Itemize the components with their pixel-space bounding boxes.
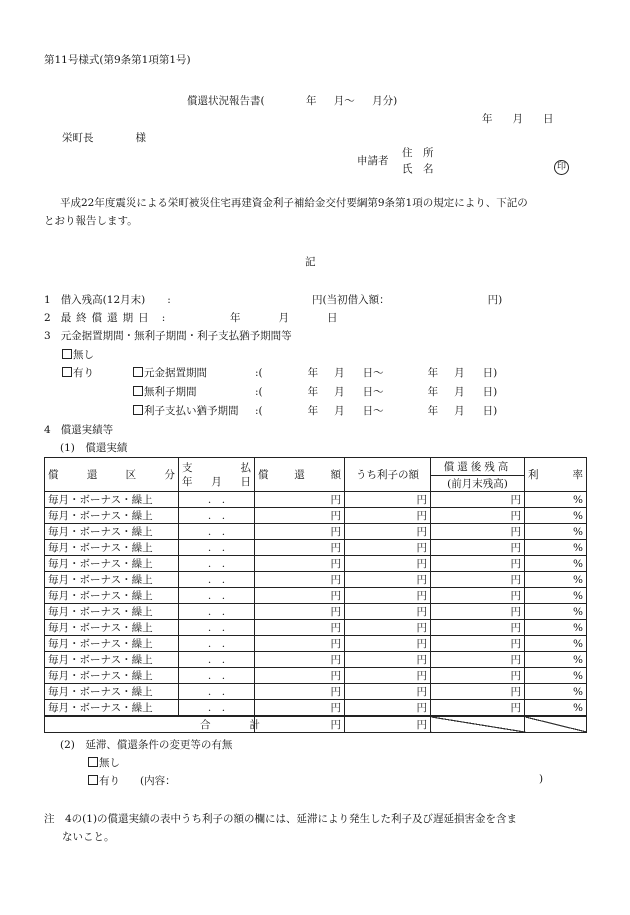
cell-interest: 円 bbox=[345, 492, 431, 508]
checkbox-none[interactable] bbox=[62, 349, 72, 359]
seal-mark bbox=[554, 160, 569, 175]
cell-interest: 円 bbox=[345, 604, 431, 620]
item-3-label: 元金据置期間・無利子期間・利子支払猶予期間等 bbox=[60, 330, 292, 342]
checkbox-interest-free[interactable] bbox=[133, 386, 143, 396]
cell-date: . . bbox=[179, 700, 255, 717]
cell-interest: 円 bbox=[345, 668, 431, 684]
cell-date: . . bbox=[179, 572, 255, 588]
h-char: 日 bbox=[240, 475, 251, 488]
header-rate bbox=[525, 458, 587, 492]
period-m1: 月 bbox=[334, 405, 345, 417]
period-m1: 月 bbox=[334, 386, 345, 398]
table-row bbox=[45, 508, 587, 524]
cell-date: . . bbox=[179, 588, 255, 604]
cell-date: . . bbox=[179, 604, 255, 620]
applicant-name-label: 氏 名 bbox=[402, 163, 434, 175]
cell-rate: % bbox=[525, 524, 587, 540]
cell-amount: 円 bbox=[255, 588, 345, 604]
period-d1: 日〜 bbox=[362, 405, 384, 417]
cell-rate: % bbox=[525, 700, 587, 717]
item-2-date bbox=[230, 310, 338, 325]
none-label: 無し bbox=[99, 757, 120, 769]
table-row bbox=[45, 572, 587, 588]
item-2-year: 年 bbox=[230, 312, 241, 324]
cell-kubun: 毎月・ボーナス・繰上 bbox=[45, 668, 179, 684]
cell-total-rate-blank bbox=[525, 716, 587, 733]
cell-kubun: 毎月・ボーナス・繰上 bbox=[45, 652, 179, 668]
cell-kubun: 毎月・ボーナス・繰上 bbox=[45, 700, 179, 717]
cell-rate: % bbox=[525, 540, 587, 556]
cell-balance: 円 bbox=[431, 636, 525, 652]
table-row bbox=[45, 524, 587, 540]
cell-interest: 円 bbox=[345, 700, 431, 717]
item-4-sub2: (2) 延滞、償還条件の変更等の有無 bbox=[60, 739, 233, 751]
period-colon: :( bbox=[255, 386, 263, 398]
period-d2: 日) bbox=[482, 405, 498, 417]
cell-amount: 円 bbox=[255, 604, 345, 620]
item-4-sub1: (1) 償還実績 bbox=[60, 442, 128, 454]
h-char: 還 bbox=[86, 469, 98, 481]
table-row bbox=[45, 604, 587, 620]
cell-date: . . bbox=[179, 556, 255, 572]
h-char: 分 bbox=[164, 469, 175, 481]
h-char: 償 bbox=[48, 469, 59, 481]
cell-kubun: 毎月・ボーナス・繰上 bbox=[45, 588, 179, 604]
period-d2: 日) bbox=[482, 386, 498, 398]
cell-interest: 円 bbox=[345, 684, 431, 700]
cell-rate: % bbox=[525, 508, 587, 524]
cell-rate: % bbox=[525, 620, 587, 636]
period-dates bbox=[255, 365, 497, 380]
cell-balance: 円 bbox=[431, 524, 525, 540]
cell-kubun: 毎月・ボーナス・繰上 bbox=[45, 556, 179, 572]
cell-kubun: 毎月・ボーナス・繰上 bbox=[45, 604, 179, 620]
date-year: 年 bbox=[482, 113, 493, 125]
item-4 bbox=[44, 422, 113, 437]
period-m2: 月 bbox=[454, 367, 465, 379]
cell-date: . . bbox=[179, 524, 255, 540]
cell-rate: % bbox=[525, 652, 587, 668]
ki-heading: 記 bbox=[305, 256, 316, 268]
cell-amount: 円 bbox=[255, 540, 345, 556]
total-row bbox=[45, 716, 587, 733]
item-2-day: 日 bbox=[327, 312, 338, 324]
cell-kubun: 毎月・ボーナス・繰上 bbox=[45, 620, 179, 636]
checkbox-yes[interactable] bbox=[62, 367, 72, 377]
checkbox-principal-deferral[interactable] bbox=[133, 367, 143, 377]
cell-total-amount: 円 bbox=[255, 716, 345, 733]
cell-balance: 円 bbox=[431, 540, 525, 556]
item-3 bbox=[44, 328, 292, 343]
title-year: 年 bbox=[305, 95, 317, 107]
table-row bbox=[45, 700, 587, 717]
period-row bbox=[133, 403, 239, 418]
header-kubun bbox=[45, 458, 179, 492]
cell-date: . . bbox=[179, 652, 255, 668]
table-row bbox=[45, 620, 587, 636]
checkbox-interest-postpone[interactable] bbox=[133, 405, 143, 415]
item-4-sub2-none bbox=[88, 755, 120, 770]
addressee bbox=[62, 130, 146, 145]
cell-kubun: 毎月・ボーナス・繰上 bbox=[45, 636, 179, 652]
report-title bbox=[187, 93, 397, 108]
table-row bbox=[45, 588, 587, 604]
table-row bbox=[45, 636, 587, 652]
cell-amount: 円 bbox=[255, 652, 345, 668]
cell-rate: % bbox=[525, 588, 587, 604]
item-1-no: 1 bbox=[44, 294, 51, 306]
cell-interest: 円 bbox=[345, 556, 431, 572]
date-month: 月 bbox=[512, 113, 523, 125]
period-label: 利子支払い猶予期間 bbox=[144, 405, 239, 417]
cell-balance: 円 bbox=[431, 668, 525, 684]
cell-amount: 円 bbox=[255, 700, 345, 717]
header-balance: 償還後残高 bbox=[431, 458, 525, 476]
h-char: 月 bbox=[211, 475, 222, 488]
cell-rate: % bbox=[525, 556, 587, 572]
h-char: 利 bbox=[528, 469, 539, 481]
cell-balance: 円 bbox=[431, 492, 525, 508]
table-row bbox=[45, 492, 587, 508]
checkbox-yes-2[interactable] bbox=[88, 775, 98, 785]
cell-kubun: 毎月・ボーナス・繰上 bbox=[45, 684, 179, 700]
item-2-no: 2 bbox=[44, 312, 51, 324]
cell-interest: 円 bbox=[345, 652, 431, 668]
addressee-name: 栄町長 bbox=[62, 132, 94, 144]
addressee-honorific: 様 bbox=[135, 132, 146, 144]
period-y2: 年 bbox=[427, 405, 439, 417]
item-2 bbox=[44, 310, 165, 325]
item-4-label: 償還実績等 bbox=[60, 424, 114, 436]
cell-date: . . bbox=[179, 508, 255, 524]
period-y2: 年 bbox=[427, 367, 439, 379]
cell-balance: 円 bbox=[431, 508, 525, 524]
period-y1: 年 bbox=[307, 405, 319, 417]
cell-rate: % bbox=[525, 668, 587, 684]
period-y1: 年 bbox=[307, 386, 319, 398]
item-1-label: 借入残高(12月末) bbox=[60, 294, 146, 306]
cell-balance: 円 bbox=[431, 684, 525, 700]
intro-line-2: とおり報告します。 bbox=[44, 215, 138, 227]
h-char: 額 bbox=[330, 469, 341, 481]
total-char: 計 bbox=[249, 719, 260, 731]
cell-amount: 円 bbox=[255, 508, 345, 524]
period-label: 無利子期間 bbox=[144, 386, 197, 398]
cell-amount: 円 bbox=[255, 492, 345, 508]
cell-date: . . bbox=[179, 620, 255, 636]
period-m2: 月 bbox=[454, 405, 465, 417]
detail-label: (内容： bbox=[140, 775, 176, 787]
h-char: 年 bbox=[182, 475, 193, 488]
cell-balance: 円 bbox=[431, 572, 525, 588]
table-row bbox=[45, 652, 587, 668]
period-y1: 年 bbox=[307, 367, 319, 379]
h-char: 払 bbox=[240, 461, 251, 474]
period-y2: 年 bbox=[427, 386, 439, 398]
checkbox-none-2[interactable] bbox=[88, 757, 98, 767]
table-row bbox=[45, 556, 587, 572]
cell-total-interest: 円 bbox=[345, 716, 431, 733]
cell-rate: % bbox=[525, 604, 587, 620]
cell-rate: % bbox=[525, 636, 587, 652]
cell-interest: 円 bbox=[345, 588, 431, 604]
table-row bbox=[45, 540, 587, 556]
item-3-none-label: 無し bbox=[73, 349, 94, 361]
cell-amount: 円 bbox=[255, 668, 345, 684]
item-3-yes-label: 有り bbox=[73, 367, 94, 379]
cell-rate: % bbox=[525, 572, 587, 588]
applicant-label: 申請者 bbox=[357, 155, 389, 167]
cell-balance: 円 bbox=[431, 556, 525, 572]
h-char: 還 bbox=[294, 469, 305, 481]
item-3-yes bbox=[62, 365, 94, 380]
yes-label: 有り bbox=[99, 775, 120, 787]
cell-interest: 円 bbox=[345, 508, 431, 524]
title-prefix: 償還状況報告書( bbox=[187, 95, 265, 107]
item-2-label: 最終償還期日 bbox=[60, 312, 154, 324]
item-1-yen bbox=[312, 292, 502, 307]
cell-rate: % bbox=[525, 684, 587, 700]
cell-amount: 円 bbox=[255, 620, 345, 636]
item-1-yen-label: 円(当初借入額： bbox=[312, 294, 390, 306]
cell-balance: 円 bbox=[431, 620, 525, 636]
cell-amount: 円 bbox=[255, 556, 345, 572]
item-3-no: 3 bbox=[44, 330, 51, 342]
item-4-no: 4 bbox=[44, 424, 51, 436]
cell-kubun: 毎月・ボーナス・繰上 bbox=[45, 492, 179, 508]
applicant-address-label: 住 所 bbox=[402, 147, 434, 159]
note-line-1: 注 4の(1)の償還実績の表中うち利子の額の欄には、延滞により発生した利子及び遅延損害金を含ま bbox=[44, 813, 518, 825]
cell-amount: 円 bbox=[255, 684, 345, 700]
cell-date: . . bbox=[179, 668, 255, 684]
period-m2: 月 bbox=[454, 386, 465, 398]
h-char: 償 bbox=[258, 469, 269, 481]
repayment-table bbox=[44, 457, 587, 733]
h-char: 支 bbox=[182, 461, 193, 474]
item-1-close: 円) bbox=[487, 294, 503, 306]
table-row bbox=[45, 668, 587, 684]
item-2-colon: : bbox=[161, 312, 166, 324]
period-d1: 日〜 bbox=[362, 367, 384, 379]
header-interest: うち利子の額 bbox=[345, 458, 431, 492]
cell-interest: 円 bbox=[345, 620, 431, 636]
cell-amount: 円 bbox=[255, 572, 345, 588]
cell-date: . . bbox=[179, 492, 255, 508]
cell-interest: 円 bbox=[345, 572, 431, 588]
period-row bbox=[133, 384, 197, 399]
period-d1: 日〜 bbox=[362, 386, 384, 398]
item-4-sub2-yes bbox=[88, 773, 176, 788]
cell-kubun: 毎月・ボーナス・繰上 bbox=[45, 508, 179, 524]
date-day: 日 bbox=[543, 113, 554, 125]
cell-date: . . bbox=[179, 540, 255, 556]
total-char: 合 bbox=[200, 719, 211, 731]
cell-kubun: 毎月・ボーナス・繰上 bbox=[45, 540, 179, 556]
cell-balance: 円 bbox=[431, 652, 525, 668]
period-row bbox=[133, 365, 207, 380]
note-line-2: ないこと。 bbox=[62, 831, 115, 843]
detail-close: ) bbox=[539, 773, 544, 785]
period-dates bbox=[255, 403, 497, 418]
cell-balance: 円 bbox=[431, 604, 525, 620]
header-balance-prev: (前月末残高) bbox=[431, 476, 525, 492]
cell-balance: 円 bbox=[431, 588, 525, 604]
header-amount bbox=[255, 458, 345, 492]
seal-icon: 印 bbox=[554, 160, 569, 175]
cell-total-balance-blank bbox=[431, 716, 525, 733]
cell-total-label bbox=[45, 716, 260, 733]
cell-interest: 円 bbox=[345, 524, 431, 540]
title-month-from: 月〜 bbox=[333, 95, 355, 107]
h-char: 率 bbox=[572, 469, 583, 481]
cell-amount: 円 bbox=[255, 636, 345, 652]
form-number: 第11号様式(第9条第1項第1号) bbox=[44, 54, 191, 66]
period-dates bbox=[255, 384, 497, 399]
item-1 bbox=[44, 292, 171, 307]
period-colon: :( bbox=[255, 367, 263, 379]
period-d2: 日) bbox=[482, 367, 498, 379]
title-month-to: 月分) bbox=[372, 95, 398, 107]
intro-line-1: 平成22年度震災による栄町被災住宅再建資金利子補給金交付要綱第9条第1項の規定により、下記の bbox=[60, 197, 528, 209]
item-2-month: 月 bbox=[278, 312, 289, 324]
header-payment-date bbox=[179, 458, 255, 492]
period-colon: :( bbox=[255, 405, 263, 417]
report-date bbox=[482, 111, 554, 126]
cell-kubun: 毎月・ボーナス・繰上 bbox=[45, 524, 179, 540]
cell-amount: 円 bbox=[255, 524, 345, 540]
cell-interest: 円 bbox=[345, 540, 431, 556]
cell-date: . . bbox=[179, 636, 255, 652]
item-3-none bbox=[62, 347, 94, 362]
cell-interest: 円 bbox=[345, 636, 431, 652]
cell-rate: % bbox=[525, 492, 587, 508]
period-label: 元金据置期間 bbox=[144, 367, 207, 379]
cell-date: . . bbox=[179, 684, 255, 700]
cell-balance: 円 bbox=[431, 700, 525, 717]
item-1-colon: : bbox=[167, 294, 171, 306]
h-char: 区 bbox=[125, 469, 137, 481]
period-m1: 月 bbox=[334, 367, 345, 379]
table-row bbox=[45, 684, 587, 700]
cell-kubun: 毎月・ボーナス・繰上 bbox=[45, 572, 179, 588]
